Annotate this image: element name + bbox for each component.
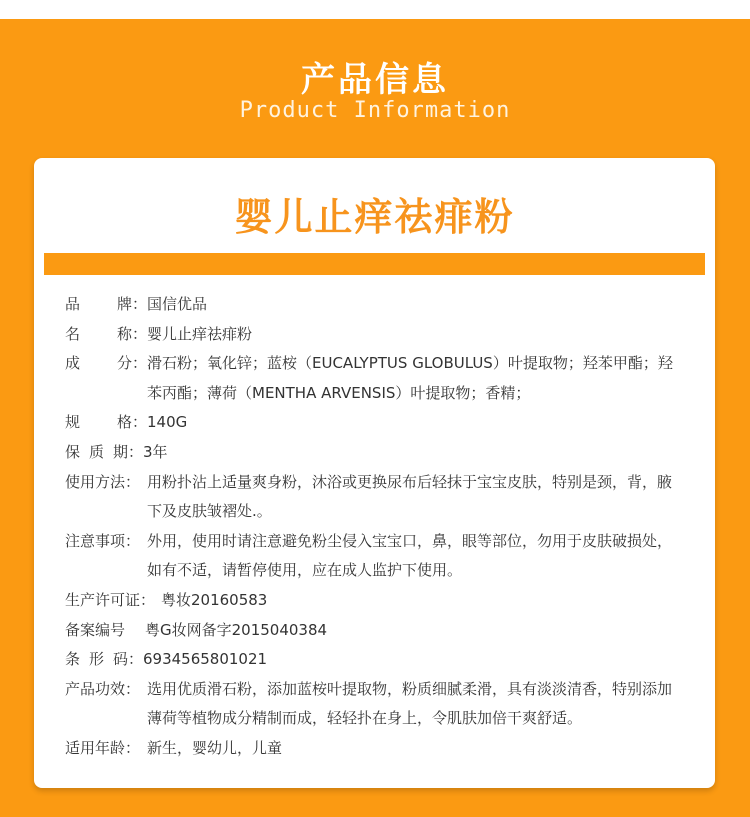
spec-label: 备案编号 [65, 620, 126, 639]
spec-row-cautions [65, 527, 685, 586]
spec-label: 品 牌： [65, 295, 147, 313]
spec-label: 规 格： [65, 413, 147, 432]
spec-row-size [65, 408, 685, 438]
spec-label: 保 质 期： [65, 442, 143, 461]
product-title: 婴儿止痒祛痱粉 [234, 195, 515, 239]
spec-label: 条 形 码： [65, 650, 143, 669]
spec-label: 注意事项： [65, 531, 141, 550]
spec-row-usage [65, 468, 685, 527]
spec-row-shelf-life [65, 438, 685, 468]
spec-row-license [65, 586, 685, 616]
spec-row-ingredients [65, 349, 685, 408]
spec-label: 适用年龄： [65, 738, 141, 757]
spec-row-barcode [65, 645, 685, 675]
spec-row-name [65, 320, 685, 350]
spec-label: 产品功效： [65, 679, 141, 698]
spec-value: 滑石粉；氧化锌；蓝桉（EUCALYPTUS GLOBULUS）叶提取物；羟苯甲酯；羟苯丙酯；薄荷（MENTHA ARVENSIS）叶提取物；香精； [147, 354, 673, 402]
section-title: 产品信息 [301, 60, 449, 100]
spec-row-brand [65, 290, 685, 320]
spec-value: 国信优品 [147, 295, 208, 313]
spec-value: 140G [147, 413, 188, 432]
product-info-card [34, 158, 715, 788]
spec-label: 名 称： [65, 324, 147, 343]
spec-value: 用粉扑沾上适量爽身粉，沐浴或更换尿布后轻抹于宝宝皮肤，特别是颈，背，腋下及皮肤皱褶处.。 [147, 472, 673, 521]
spec-label: 成 分： [65, 354, 147, 373]
spec-value: 婴儿止痒祛痱粉 [147, 324, 253, 343]
spec-row-age [65, 734, 685, 764]
spec-label: 使用方法： [65, 472, 141, 491]
spec-value: 粤G妆网备字2015040384 [145, 620, 328, 639]
spec-value: 新生，婴幼儿，儿童 [147, 738, 283, 757]
spec-value: 3年 [143, 442, 168, 461]
spec-value: 选用优质滑石粉，添加蓝桉叶提取物，粉质细腻柔滑，具有淡淡清香，特别添加薄荷等植物成分精制而成，轻轻扑在身上，令肌肤加倍干爽舒适。 [147, 679, 673, 728]
spec-value: 6934565801021 [143, 650, 268, 669]
spec-value: 粤妆20160583 [161, 590, 268, 609]
section-subtitle: Product Information [239, 98, 511, 123]
title-divider-bar [44, 253, 705, 275]
spec-list [65, 290, 685, 764]
spec-row-efficacy [65, 675, 685, 734]
spec-label: 生产许可证： [65, 590, 156, 609]
spec-value: 外用，使用时请注意避免粉尘侵入宝宝口，鼻，眼等部位，勿用于皮肤破损处，如有不适，请暂停使用，应在成人监护下使用。 [147, 531, 673, 580]
spec-row-filing-number [65, 616, 685, 646]
